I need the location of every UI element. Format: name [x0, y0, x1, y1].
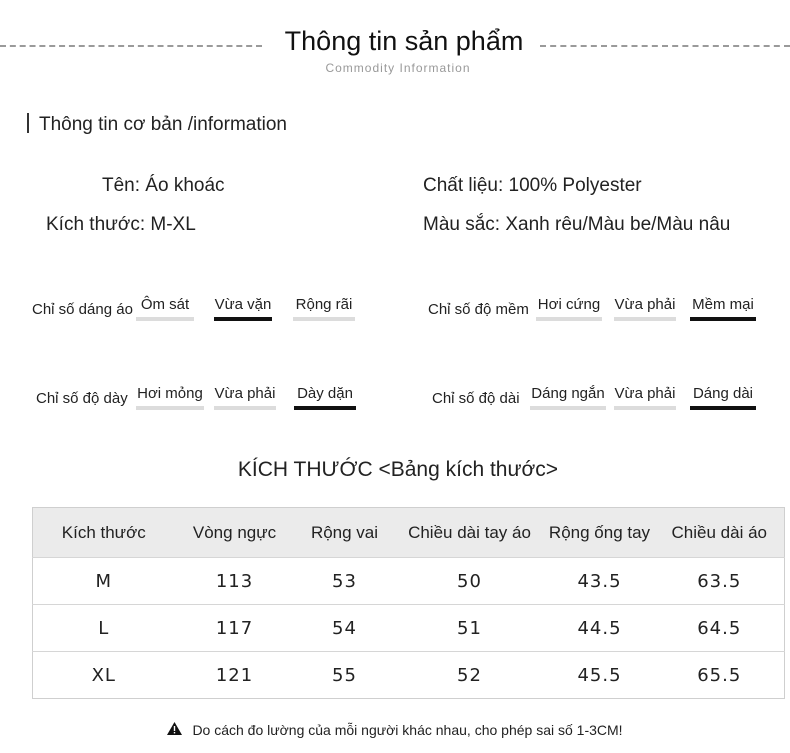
fit-option-label: Ôm sát: [140, 296, 190, 313]
table-row: [33, 652, 785, 699]
fit-option-label: Rộng rãi: [295, 296, 353, 313]
table-cell: 55: [295, 652, 395, 699]
col-header-size: Kích thước: [33, 508, 175, 558]
size-table-header-row: [33, 508, 785, 558]
thickness-option-bar: [294, 406, 356, 410]
col-header-chest: Vòng ngực: [175, 508, 295, 558]
table-cell: 117: [175, 605, 295, 652]
warning-icon: [167, 722, 182, 738]
table-cell: XL: [33, 652, 175, 699]
length-index-label: Chỉ số độ dài: [432, 390, 520, 407]
size-table: [32, 507, 785, 699]
softness-option-selected: [690, 296, 756, 321]
length-option-label: Dáng dài: [692, 385, 754, 402]
softness-option-label: Vừa phải: [614, 296, 676, 313]
fit-index-label: Chỉ số dáng áo: [32, 301, 133, 318]
table-cell: 45.5: [545, 652, 655, 699]
softness-option-label: Hơi cứng: [537, 296, 601, 313]
length-option-label: Dáng ngắn: [531, 385, 605, 402]
length-option-bar: [690, 406, 756, 410]
section-marker: [27, 113, 29, 133]
table-cell: 51: [395, 605, 545, 652]
section-heading-text: Thông tin cơ bản /information: [39, 114, 287, 135]
product-material: Chất liệu: 100% Polyester: [423, 175, 642, 196]
softness-option-bar: [536, 317, 602, 321]
length-option-selected: [690, 385, 756, 410]
product-size-range: Kích thước: M-XL: [46, 214, 196, 235]
col-header-shoulder: Rộng vai: [295, 508, 395, 558]
table-cell: 121: [175, 652, 295, 699]
table-cell: 63.5: [655, 558, 785, 605]
fit-option-label: Vừa vặn: [214, 296, 272, 313]
length-option-bar: [614, 406, 676, 410]
table-cell: 53: [295, 558, 395, 605]
table-cell: 52: [395, 652, 545, 699]
softness-option-label: Mềm mại: [692, 296, 754, 313]
softness-option-bar: [690, 317, 756, 321]
table-row: [33, 605, 785, 652]
fit-option-selected: [214, 296, 272, 321]
length-option-bar: [530, 406, 606, 410]
length-option-label: Vừa phải: [614, 385, 676, 402]
fit-option: [293, 296, 355, 321]
measurement-note-text: Do cách đo lường của mỗi người khác nhau, cho phép sai số 1-3CM!: [192, 722, 623, 738]
table-cell: 54: [295, 605, 395, 652]
measurement-note: [0, 722, 790, 738]
thickness-option: [214, 385, 276, 410]
section-heading: [27, 113, 287, 136]
fit-option: [136, 296, 194, 321]
softness-option-bar: [614, 317, 676, 321]
length-option: [614, 385, 676, 410]
softness-option: [614, 296, 676, 321]
col-header-sleeve-width: Rộng ống tay: [545, 508, 655, 558]
size-table-title: KÍCH THƯỚC <Bảng kích thước>: [237, 458, 559, 481]
table-cell: L: [33, 605, 175, 652]
table-cell: 65.5: [655, 652, 785, 699]
col-header-length: Chiều dài áo: [655, 508, 785, 558]
fit-option-bar: [136, 317, 194, 321]
table-cell: 64.5: [655, 605, 785, 652]
length-option: [530, 385, 606, 410]
table-row: [33, 558, 785, 605]
table-cell: 50: [395, 558, 545, 605]
softness-option: [536, 296, 602, 321]
product-name: Tên: Áo khoác: [102, 175, 225, 196]
thickness-option-bar: [136, 406, 204, 410]
thickness-option-label: Dày dặn: [297, 385, 353, 402]
thickness-option-label: Hơi mỏng: [137, 385, 203, 402]
page-title: Thông tin sản phẩm: [284, 26, 524, 56]
thickness-option-selected: [294, 385, 356, 410]
thickness-option: [136, 385, 204, 410]
thickness-option-label: Vừa phải: [214, 385, 276, 402]
softness-index-label: Chỉ số độ mềm: [428, 301, 529, 318]
thickness-index-label: Chỉ số độ dày: [36, 390, 128, 407]
table-cell: 43.5: [545, 558, 655, 605]
thickness-option-bar: [214, 406, 276, 410]
product-colors: Màu sắc: Xanh rêu/Màu be/Màu nâu: [423, 214, 731, 235]
table-cell: 44.5: [545, 605, 655, 652]
page-subtitle: Commodity Information: [325, 61, 471, 75]
fit-option-bar: [293, 317, 355, 321]
fit-option-bar: [214, 317, 272, 321]
table-cell: 113: [175, 558, 295, 605]
table-cell: M: [33, 558, 175, 605]
col-header-sleeve-length: Chiều dài tay áo: [395, 508, 545, 558]
